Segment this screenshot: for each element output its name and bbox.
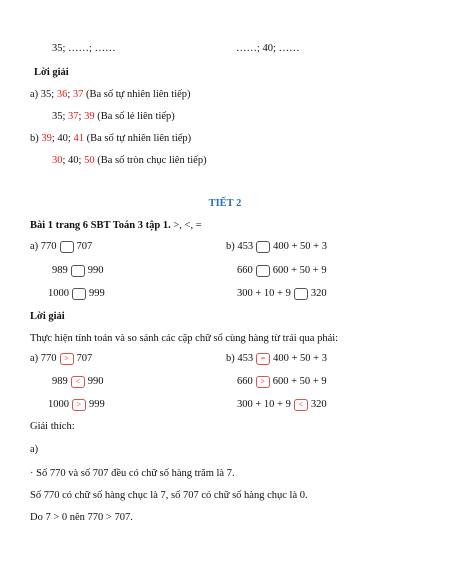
operand: 660 <box>237 265 253 276</box>
solution-title-2: Lời giải <box>30 311 65 322</box>
operand: 707 <box>76 353 93 364</box>
label: b) <box>226 241 235 252</box>
explanation-line-2: Số 770 có chữ số hàng chục là 7, số 707 có chữ số hàng chục là 0. <box>30 490 308 501</box>
answer-sign: = <box>256 353 270 365</box>
operand: 453 <box>237 353 254 364</box>
exercise-title <box>30 219 202 232</box>
label: b) <box>226 353 235 364</box>
operand: 989 <box>52 265 68 276</box>
problem-row-1-left <box>30 240 92 253</box>
operand: 1000 <box>48 288 69 299</box>
operand: 989 <box>52 376 68 387</box>
sequence-right: ……; 40; …… <box>236 43 300 54</box>
answer-number: 39 <box>84 111 95 122</box>
note: (Ba số tròn chục liên tiếp) <box>94 155 207 166</box>
answer-row-3-left <box>48 398 105 411</box>
operand: 300 + 10 + 9 <box>237 399 291 410</box>
exercise-signs: >, <, = <box>170 220 202 231</box>
solution-a-line1 <box>30 88 191 101</box>
operand: 400 + 50 + 3 <box>273 241 327 252</box>
operand: 707 <box>76 241 93 252</box>
note: (Ba số lẻ liên tiếp) <box>94 111 175 122</box>
answer-number: 36 <box>56 89 68 100</box>
operand: 320 <box>310 399 327 410</box>
explanation-title: Giải thích: <box>30 421 75 432</box>
answer-box[interactable] <box>256 265 270 277</box>
answer-box[interactable] <box>294 288 308 300</box>
answer-row-1-right <box>226 352 327 365</box>
answer-box[interactable] <box>60 241 74 253</box>
answer-row-3-right <box>237 398 327 411</box>
answer-sign: < <box>71 376 85 388</box>
operand: 660 <box>237 376 253 387</box>
operand: 999 <box>89 288 105 299</box>
explanation-line-1: · Số 770 và số 707 đều có chữ số hàng trăm là 7. <box>30 468 235 479</box>
answer-sign: < <box>294 399 308 411</box>
text: ; 40; <box>51 133 74 144</box>
problem-row-1-right <box>226 240 327 253</box>
operand: 600 + 50 + 9 <box>272 265 327 276</box>
answer-number: 50 <box>84 155 95 166</box>
operand: 600 + 50 + 9 <box>272 376 327 387</box>
text: ; <box>78 111 85 122</box>
explanation-line-3: Do 7 > 0 nên 770 > 707. <box>30 512 133 523</box>
answer-box[interactable] <box>256 241 270 253</box>
solution-b-line2 <box>52 154 207 167</box>
answer-number: 37 <box>72 89 84 100</box>
explanation-part-a: a) <box>30 444 39 455</box>
answer-sign: > <box>72 399 86 411</box>
label: a) <box>30 353 39 364</box>
solution-title: Lời giải <box>34 67 69 78</box>
exercise-name: Bài 1 trang 6 SBT Toán 3 tập 1. <box>30 220 171 231</box>
operand: 1000 <box>48 399 69 410</box>
operand: 990 <box>87 265 104 276</box>
problem-row-2-right <box>237 264 327 277</box>
text: ; <box>67 89 73 100</box>
answer-number: 39 <box>41 133 52 144</box>
answer-sign: > <box>60 353 74 365</box>
text: ; 40; <box>62 155 85 166</box>
answer-row-2-left <box>52 375 104 388</box>
text: b) <box>30 133 42 144</box>
operand: 400 + 50 + 3 <box>273 353 327 364</box>
solution-intro: Thực hiện tính toán và so sánh các cặp chữ số cùng hàng từ trái qua phải: <box>30 333 339 344</box>
problem-row-3-right <box>237 287 327 300</box>
answer-sign: > <box>256 376 270 388</box>
answer-box[interactable] <box>72 288 86 300</box>
label: a) <box>30 241 39 252</box>
solution-b-line1 <box>30 132 191 145</box>
solution-a-line2 <box>52 110 175 123</box>
answer-row-1-left <box>30 352 92 365</box>
answer-box[interactable] <box>71 265 85 277</box>
answer-number: 37 <box>68 111 79 122</box>
operand: 300 + 10 + 9 <box>237 288 291 299</box>
operand: 320 <box>310 288 327 299</box>
answer-number: 30 <box>52 155 63 166</box>
answer-row-2-right <box>237 375 327 388</box>
operand: 990 <box>87 376 104 387</box>
problem-row-2-left <box>52 264 104 277</box>
text: a) 35; <box>30 89 57 100</box>
operand: 770 <box>40 241 57 252</box>
operand: 453 <box>237 241 254 252</box>
sequence-left: 35; ……; …… <box>52 43 116 54</box>
answer-number: 41 <box>73 133 84 144</box>
operand: 770 <box>40 353 57 364</box>
problem-row-3-left <box>48 287 105 300</box>
operand: 999 <box>89 399 105 410</box>
note: (Ba số tự nhiên liên tiếp) <box>83 133 192 144</box>
text: 35; <box>52 111 69 122</box>
section-title: TIẾT 2 <box>208 198 242 209</box>
note: (Ba số tự nhiên liên tiếp) <box>83 89 191 100</box>
